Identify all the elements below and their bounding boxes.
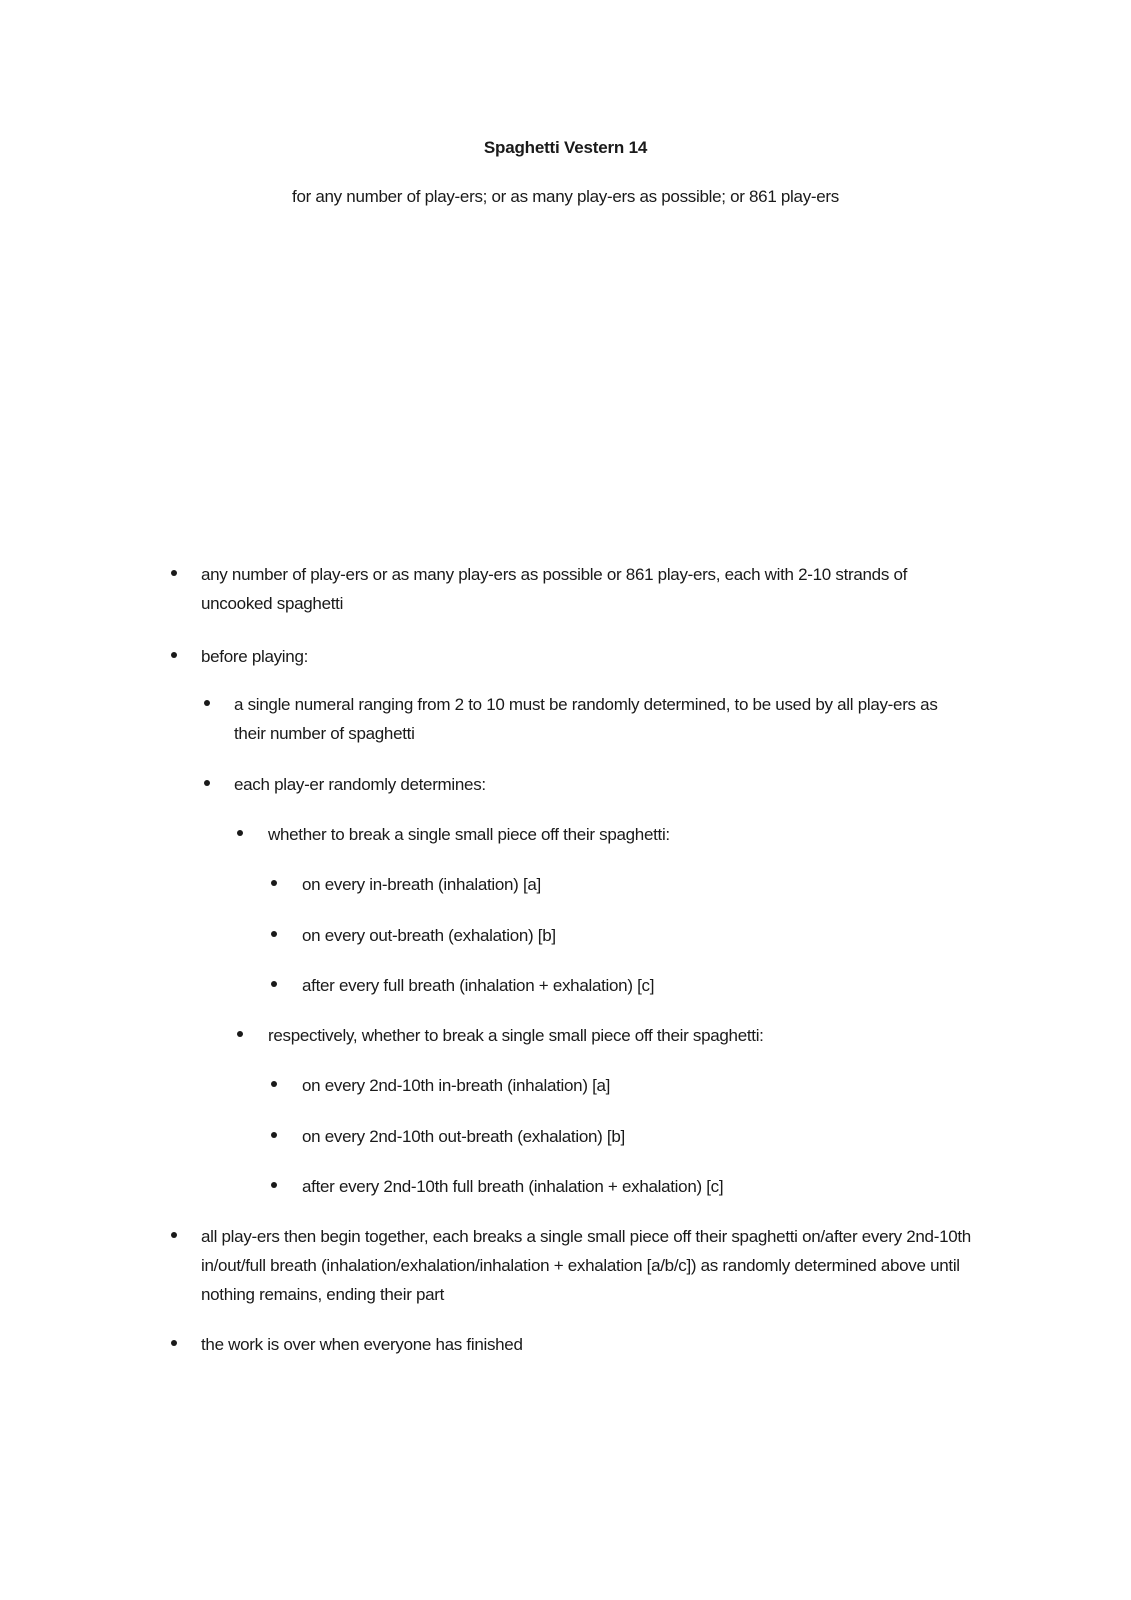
list-item-text: before playing:: [201, 647, 309, 666]
bullet-icon: [237, 830, 243, 836]
list-item-text: respectively, whether to break a single small piece off their spaghetti:: [268, 1026, 764, 1045]
list-item-text: any number of play-ers or as many play-ers as possible or 861 play-ers, each with 2-10 strands of uncooked spaghetti: [201, 565, 908, 613]
bullet-icon: [171, 1232, 177, 1238]
bullet-icon: [271, 1081, 277, 1087]
bullet-icon: [271, 880, 277, 886]
document-title: Spaghetti Vestern 14: [483, 138, 648, 157]
list-item-text: after every full breath (inhalation + exhalation) [c]: [302, 976, 655, 995]
list-item-text: the work is over when everyone has finished: [201, 1335, 523, 1354]
bullet-icon: [204, 700, 210, 706]
bullet-icon: [171, 652, 177, 658]
list-item-text: after every 2nd-10th full breath (inhalation + exhalation) [c]: [302, 1177, 724, 1196]
list-item-text: a single numeral ranging from 2 to 10 must be randomly determined, to be used by all play-ers as their number of spaghetti: [234, 695, 938, 743]
list-item-text: all play-ers then begin together, each breaks a single small piece off their spaghetti on/after every 2nd-10th in/out/full breath (inhalation/exhalation/inhalation + exhalation [a/b/c]) as randomly determined above until nothing remains, ending their part: [201, 1227, 971, 1304]
bullet-icon: [237, 1031, 243, 1037]
bullet-icon: [171, 570, 177, 576]
bullet-icon: [171, 1340, 177, 1346]
list-item-text: each play-er randomly determines:: [234, 775, 486, 794]
document-subtitle: for any number of play-ers; or as many play-ers as possible; or 861 play-ers: [292, 187, 839, 206]
list-item-text: on every out-breath (exhalation) [b]: [302, 926, 556, 945]
bullet-icon: [204, 780, 210, 786]
list-item-text: on every in-breath (inhalation) [a]: [302, 875, 541, 894]
bullet-icon: [271, 931, 277, 937]
bullet-icon: [271, 1182, 277, 1188]
list-item-text: on every 2nd-10th out-breath (exhalation) [b]: [302, 1127, 625, 1146]
list-item-text: on every 2nd-10th in-breath (inhalation) [a]: [302, 1076, 611, 1095]
list-item-text: whether to break a single small piece off their spaghetti:: [268, 825, 670, 844]
bullet-icon: [271, 981, 277, 987]
bullet-icon: [271, 1132, 277, 1138]
